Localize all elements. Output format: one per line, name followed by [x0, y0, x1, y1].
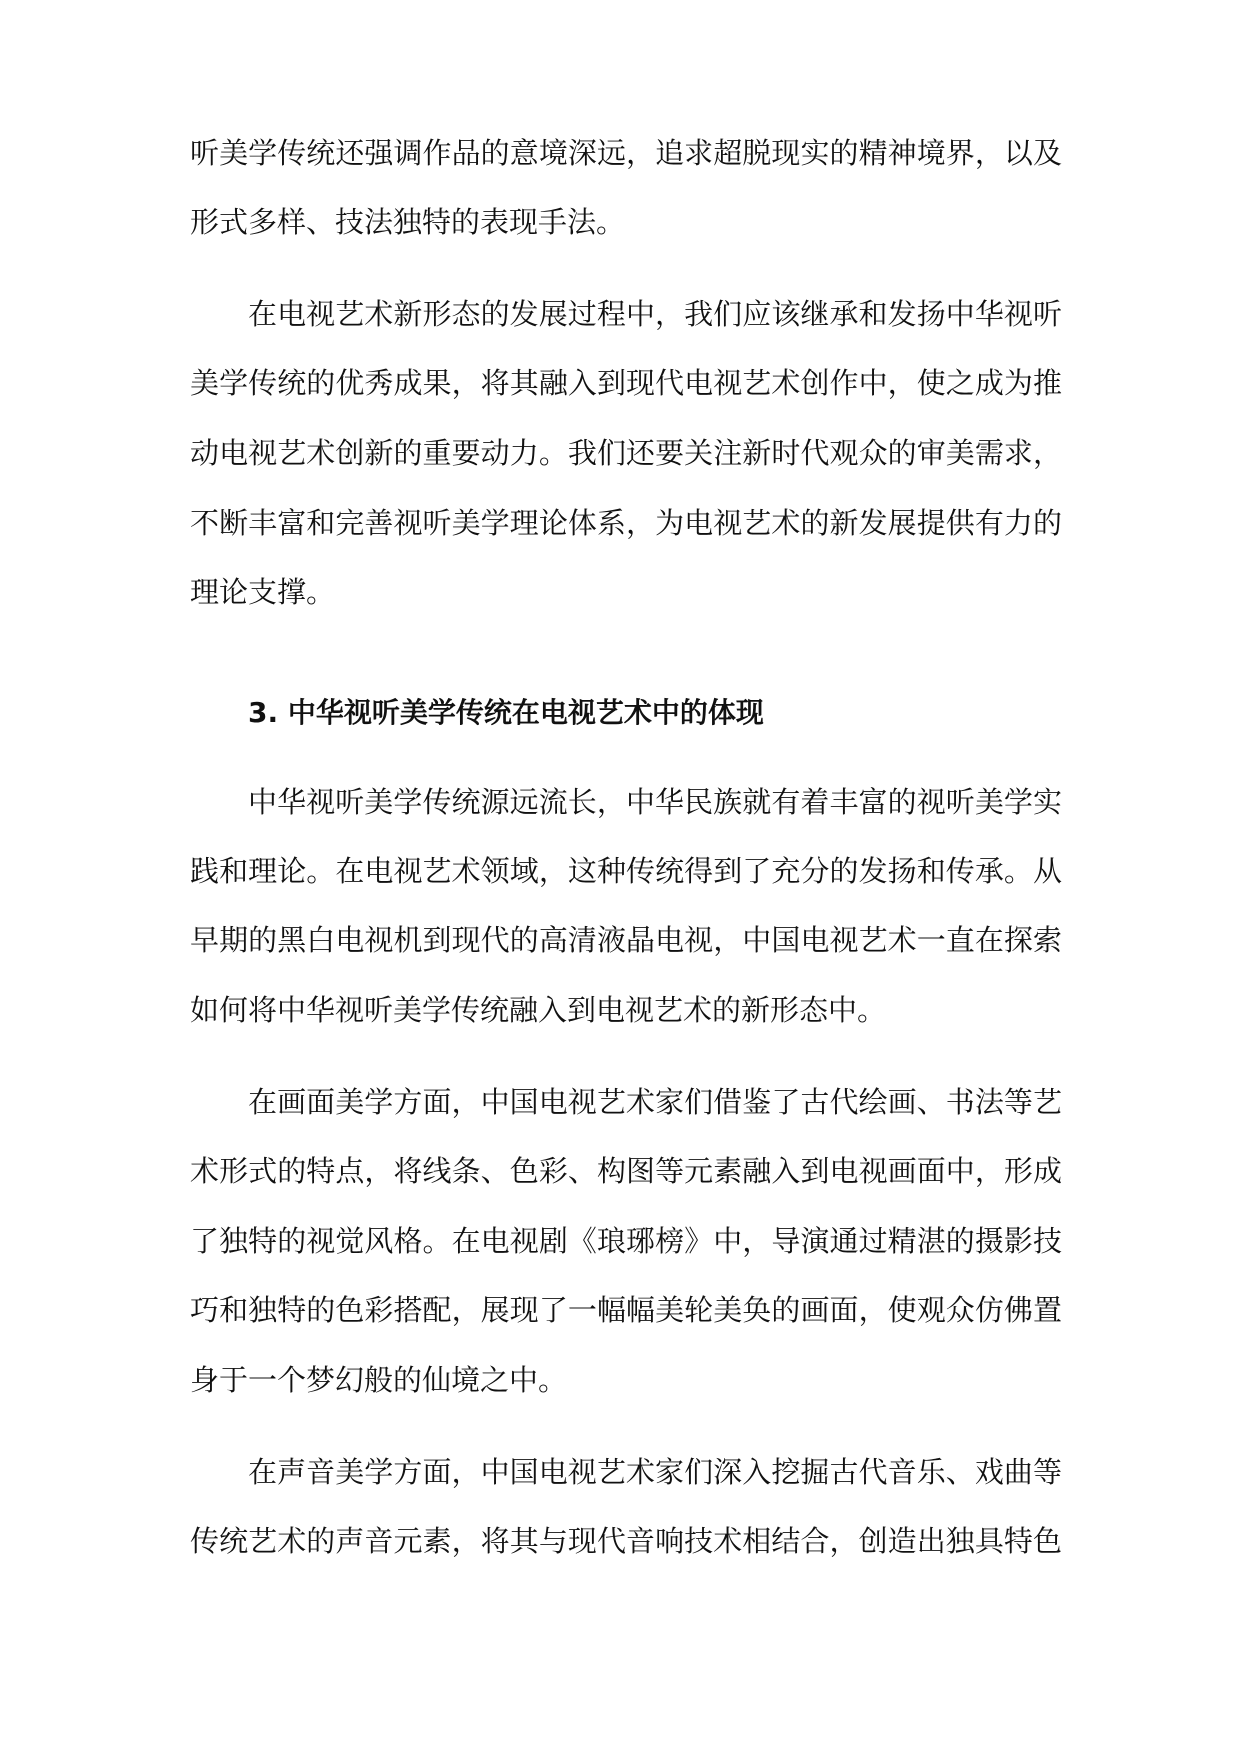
text-line: 早期的黑白电视机到现代的高清液晶电视，中国电视艺术一直在探索 [190, 923, 1062, 957]
text-line: 不断丰富和完善视听美学理论体系，为电视艺术的新发展提供有力的 [190, 506, 1062, 540]
text-line: 在电视艺术新形态的发展过程中，我们应该继承和发扬中华视听 [248, 297, 1062, 331]
text-line: 美学传统的优秀成果，将其融入到现代电视艺术创作中，使之成为推 [190, 366, 1062, 400]
text-line: 术形式的特点，将线条、色彩、构图等元素融入到电视画面中，形成 [190, 1154, 1062, 1188]
text-line: 如何将中华视听美学传统融入到电视艺术的新形态中。 [190, 993, 887, 1027]
text-line: 听美学传统还强调作品的意境深远，追求超脱现实的精神境界，以及 [190, 136, 1062, 170]
text-line: 身于一个梦幻般的仙境之中。 [190, 1363, 568, 1397]
text-line: 动电视艺术创新的重要动力。我们还要关注新时代观众的审美需求， [190, 436, 1062, 470]
text-line: 践和理论。在电视艺术领域，这种传统得到了充分的发扬和传承。从 [190, 854, 1062, 888]
text-line: 在声音美学方面，中国电视艺术家们深入挖掘古代音乐、戏曲等 [248, 1455, 1062, 1489]
section-heading: 3. 中华视听美学传统在电视艺术中的体现 [248, 696, 764, 729]
text-line: 了独特的视觉风格。在电视剧《琅琊榜》中，导演通过精湛的摄影技 [190, 1224, 1062, 1258]
text-line: 在画面美学方面，中国电视艺术家们借鉴了古代绘画、书法等艺 [248, 1085, 1062, 1119]
text-line: 理论支撑。 [190, 575, 336, 609]
text-line: 巧和独特的色彩搭配，展现了一幅幅美轮美奂的画面，使观众仿佛置 [190, 1293, 1062, 1327]
text-line: 形式多样、技法独特的表现手法。 [190, 205, 626, 239]
text-line: 中华视听美学传统源远流长，中华民族就有着丰富的视听美学实 [248, 785, 1062, 819]
text-line: 传统艺术的声音元素，将其与现代音响技术相结合，创造出独具特色 [190, 1524, 1062, 1558]
